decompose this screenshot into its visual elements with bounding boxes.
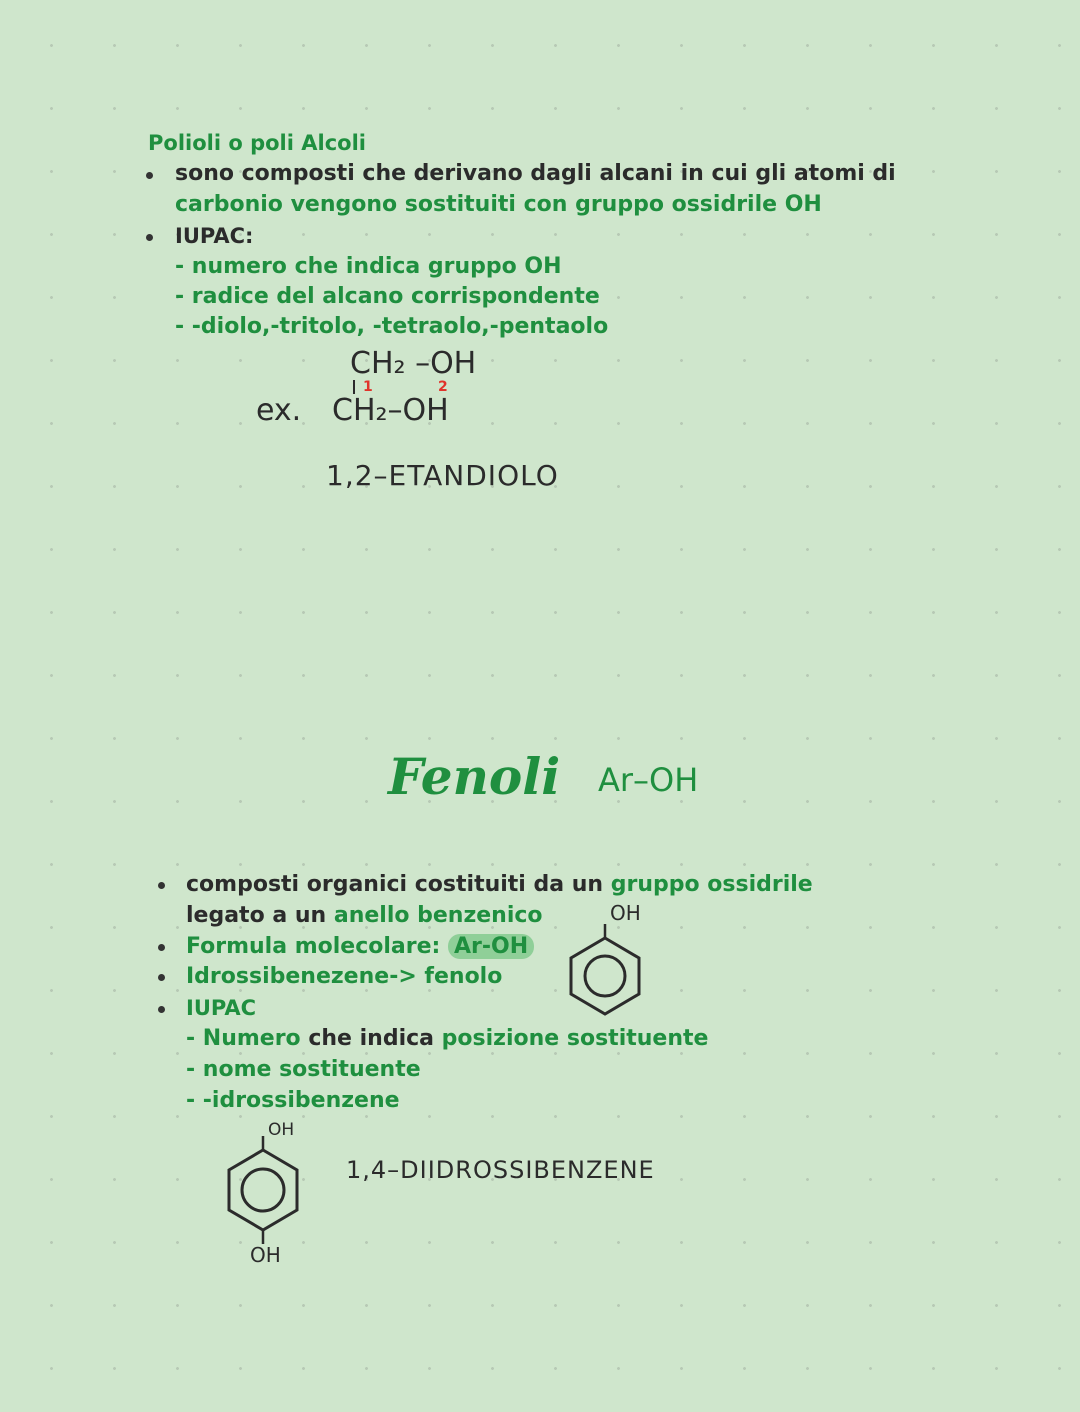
section-title-fenoli: Fenoli [388,747,561,806]
iupac-label: IUPAC: [175,224,254,248]
fenoli-definition-text: legato a un [186,903,334,928]
fenoli-definition-line2 [186,905,543,927]
hydroquinone-name: 1,4–DIIDROSSIBENZENE [346,1156,655,1184]
bullet [158,1006,165,1013]
formula-molecolare [186,936,534,958]
fenoli-definition-highlight: anello benzenico [333,903,543,928]
iupac-rule-2: - radice del alcano corrispondente [175,284,600,309]
example-label: ex. [256,393,302,428]
example-name: 1,2–ETANDIOLO [326,459,559,492]
phenol-oh-label: OH [610,901,641,925]
hydroquinone-oh-top: OH [268,1120,295,1140]
bullet [158,974,165,981]
bullet [158,882,165,889]
bond-line [350,378,360,398]
iupac-rule-1: - numero che indica gruppo OH [175,254,562,279]
idrossibenzene-note: Idrossibenezene-> fenolo [186,964,503,989]
formula-label: Formula molecolare: [186,934,449,959]
formula-value: Ar-OH [448,934,534,959]
fenoli-rule-1 [186,1028,708,1050]
example-formula-line1: CH₂ –OH [350,346,477,381]
phenol-structure [560,922,650,1012]
iupac-rule-3: - -diolo,-tritolo, -tetraolo,-pentaolo [175,314,609,339]
fenoli-rule-3: - -idrossibenzene [186,1088,400,1113]
rule-part: - Numero [186,1026,309,1051]
fenoli-definition-text: composti organici costituiti da un [186,872,611,897]
hydroquinone-oh-bottom: OH [250,1243,281,1267]
rule-part: che indica [308,1026,442,1051]
example-formula-line2: CH₂–OH [332,393,449,428]
bullet [158,944,165,951]
fenoli-iupac-label: IUPAC [186,996,256,1020]
bullet [146,234,153,241]
polioli-definition-line1: sono composti che derivano dagli alcani in cui gli atomi di [175,161,896,186]
section-title-polioli: Polioli o poli Alcoli [148,131,366,155]
fenoli-definition-line1 [186,874,813,896]
fenoli-rule-2: - nome sostituente [186,1057,421,1082]
carbon-number-1: 1 [363,379,373,395]
polioli-definition-line2: carbonio vengono sostituiti con gruppo ossidrile OH [175,192,822,217]
bullet [146,172,153,179]
fenoli-definition-highlight: gruppo ossidrile [610,872,813,897]
fenoli-formula-heading: Ar–OH [598,761,699,799]
carbon-number-2: 2 [438,379,448,395]
rule-part: posizione sostituente [441,1026,709,1051]
